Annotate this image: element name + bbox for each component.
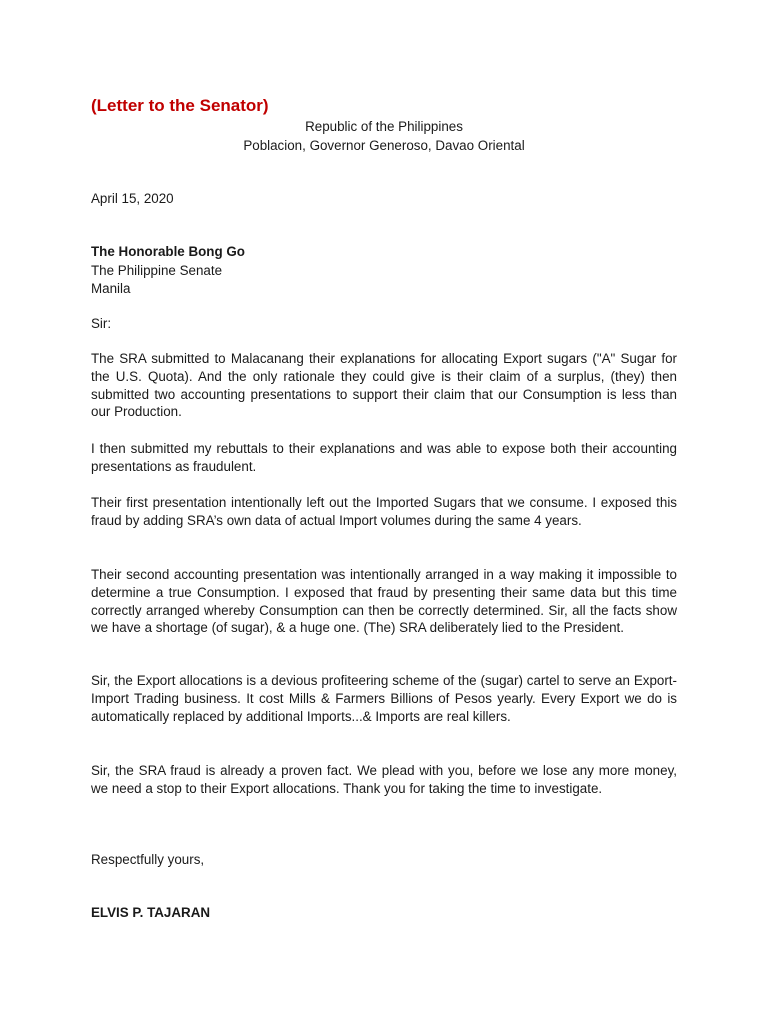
body-paragraph-5: Sir, the Export allocations is a devious profiteering scheme of the (sugar) cartel to serve an Export-Import Trading business. It cost Mills & Farmers Billions of Pesos yearly. Every Export we do is automatically replaced by additional Imports...& Imports are real killers. [91,673,677,724]
body-paragraph-2: I then submitted my rebuttals to their explanations and was able to expose both their accounting presentations as fraudulent. [91,441,677,474]
recipient-name: The Honorable Bong Go [91,244,245,259]
signatory-name: ELVIS P. TAJARAN [91,905,211,920]
letter-heading: (Letter to the Senator) [91,96,269,115]
letter-date: April 15, 2020 [91,191,174,206]
recipient-office: The Philippine Senate [91,263,223,278]
sender-country-text: Republic of the Philippines [305,119,463,134]
sender-location-text: Poblacion, Governor Generoso, Davao Oriental [243,138,525,153]
salutation: Sir: [91,316,112,331]
body-paragraph-1: The SRA submitted to Malacanang their explanations for allocating Export sugars ("A" Sugar for the U.S. Quota). And the only rationale they could give is their claim of a surplus, (they) then submitted two accounting presentations to support their claim that our Consumption is less than our Production. [91,351,677,420]
body-paragraph-4: Their second accounting presentation was intentionally arranged in a way making it impossible to determine a true Consumption. I exposed that fraud by presenting their same data but this time correctly arranged whereby Consumption can then be correctly determined. Sir, all the facts show we have a shortage (of sugar), & a huge one. (The) SRA deliberately lied to the President. [91,567,677,636]
sender-country [0,118,768,136]
sender-location [0,137,768,155]
recipient-city: Manila [91,281,131,296]
body-paragraph-6: Sir, the SRA fraud is already a proven fact. We plead with you, before we lose any more money, we need a stop to their Export allocations. Thank you for taking the time to investigate. [91,763,677,796]
body-paragraph-3: Their first presentation intentionally left out the Imported Sugars that we consume. I exposed this fraud by adding SRA’s own data of actual Import volumes during the same 4 years. [91,495,677,528]
closing: Respectfully yours, [91,852,205,867]
